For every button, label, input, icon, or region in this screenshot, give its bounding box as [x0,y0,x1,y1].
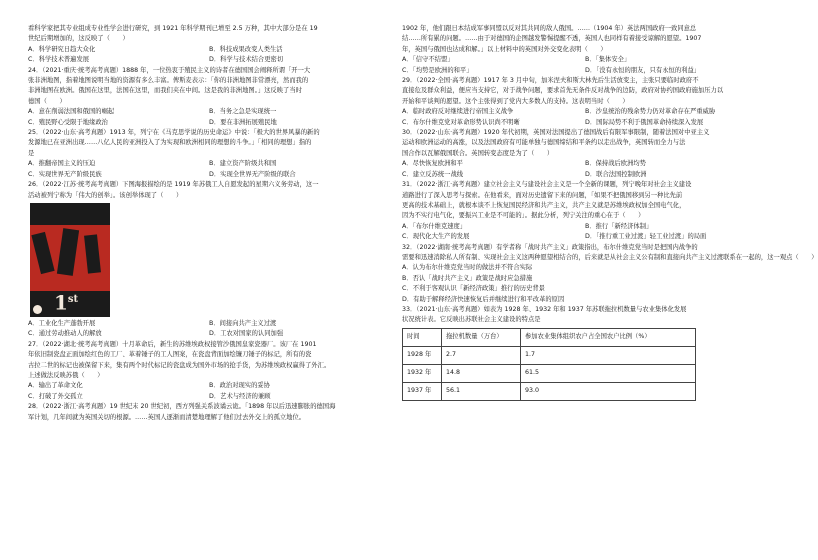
answer-options [402,159,768,169]
question-24-line: 德国（ ） [28,97,66,105]
answer-options [402,118,768,128]
question-31-line: 31．（2022·浙江·高考真题）建立社会主义与建设社会主义是一个全新的课题，列宁晚年对社会主义建设 [402,181,692,189]
question-25-line: 25．（2022·山东·高考真题）1913 年，列宁在《马克思学说的历史命运》中说：「极大的世界风暴的新的 [28,129,320,137]
answer-options [28,118,390,128]
table-cell: 56.1 [442,382,521,400]
answer-options [402,55,768,65]
option-d[interactable]: D．「推行重工业过渡」轻工业过渡」的局面 [585,233,707,241]
answer-options [28,329,390,339]
question-29-line: 29．（2022·全国·高考真题）1917 年 3 月中旬，加米涅夫和斯大林先后生活放变主，主张只要临时政府不 [402,77,699,85]
question-28-line: 军计划，几年间就为英国关切的根源。……英国人逐渐而清楚地理解了他们过去外交上的孤立地位。 [28,413,306,421]
option-b[interactable]: B．否认「战时共产主义」政策是战时应急措施 [402,274,533,282]
option-c[interactable]: C．实现世界无产阶级民族 [28,170,102,178]
worker-figure [31,232,54,274]
answer-options [28,55,390,65]
question-30-line: 运动和欧洲运动的高涨，以及法国政府有可能单独与德国缔结和平条约以走出战争，英国转而全力与法 [402,139,686,147]
table-cell: 1937 年 [403,382,442,400]
option-a[interactable]: A．意在削弱法国和俄国的崛起 [28,108,115,116]
option-c[interactable]: C．殖民野心受限于地缘政治 [28,118,108,126]
question-27-line: 上述做法反映苏俄（ ） [28,371,104,379]
option-b[interactable]: B．间接向共产主义过渡 [209,319,277,327]
answer-options [28,170,390,180]
table-row [403,382,696,400]
question-31-line: 因为不实行电气化，要振兴工业是不可能的」。据此分析，列宁关注的重心在于（ ） [402,212,645,220]
option-b[interactable]: B．「集体安全」 [585,56,631,64]
option-a[interactable]: A．推翻帝国主义的压迫 [28,160,96,168]
worker-figure [57,228,79,276]
option-b[interactable]: B．科技成果改变人类生活 [209,45,283,53]
option-d[interactable]: D．要在非洲拓展殖民地 [209,118,277,126]
question-32-line: 需要和迅速消除私人所有制、实现社会主义这两种愿望相结合的，后来就是从社会主义公有制和直接向共产主义过渡联系在一起的，这一观点（ ） [402,253,818,261]
question-33-line: 状况统计表。它反映出苏联社会主义建设的特点是 [402,316,541,324]
question-30-line: 30．（2022·山东·高考真题）1920 年代初期，英国对法国提出了德国战后有限军事限制，随着法国对中亚主义 [402,129,710,137]
option-d[interactable]: D．「没有永恒的朋友，只有永恒的利益」 [585,66,701,74]
option-b[interactable]: B．政治对现实的妥协 [209,382,270,390]
question-24-line: 24．（2021·重庆·统考高考真题）1888 年，一位热衷于殖民主义的诗者在德国国会阐释所谓「开一大 [28,66,311,74]
table-cell: 14.8 [442,364,521,382]
answer-options [402,107,768,117]
question-28-line: 结……所有累的问题。……由于对德国的企图越发警惕提醒不透，英国人也同样有着接受谅解的愿望。1907 [402,35,702,43]
question-25-line: 发源地已在亚洲出现……八亿人民的亚洲投入了为实现和欧洲相同的理想的斗争。」「相同的理想」指的 [28,139,312,147]
option-d[interactable]: D．实现全世界无产阶级的联合 [209,170,296,178]
table-row [403,346,696,364]
option-b[interactable]: B．当务之急是实现统一 [209,108,277,116]
option-d[interactable]: D．工农对国家的认同加强 [209,330,284,338]
table-cell: 61.5 [521,364,696,382]
table-cell: 93.0 [521,382,696,400]
answer-options [402,66,768,76]
table-header-cell: 拖拉机数量（万台） [442,328,521,346]
answer-options [28,319,390,329]
question-27-line: 年依旧制瓷盘正面加绘红色的工厂、革着锤子的工人图案，在瓷盘背面加绘镰刀锤子的标记，所有的瓷 [28,351,312,359]
question-26-line: 活动被列宁称为「伟大的创举」。该创举体现了（ ） [28,191,183,199]
question-27-line: 古拉二世的标记也被保留下来，集有两个时代标记的瓷盘成为国外市场的抢手货，为苏维埃政权赢得了外汇。 [28,361,331,369]
question-29-line: 开始和平谈判的愿望。这个主张得到了党内大多数人的支持。这表明当时（ ） [402,97,629,105]
answer-options [402,232,768,242]
option-c[interactable]: C．打破了外交孤立 [28,392,83,400]
option-c[interactable]: C．科学技术普遍发展 [28,56,90,64]
answer-options [28,159,390,169]
option-c[interactable]: C．布尔什维克党对革命形势认识尚不明晰 [402,118,520,126]
option-d[interactable]: D．有助于解释经济快速恢复后并继续进行和平改革的原因 [402,295,565,303]
subbotnik-poster-image [30,203,110,317]
question-31-line: 更高的技术基础上，就根本谈不上恢复国民经济和共产主义，共产主义就是苏维埃政权加全国电气化， [402,201,686,209]
question-24-line: 非洲地图在欧洲。俄国在这里，法国在这里，而我们夹在中间。这是我的非洲地图。」这反映了当时 [28,87,302,95]
option-a[interactable]: A．认为布尔什维克党当时的做法并不符合实际 [402,264,533,272]
option-c[interactable]: C．「均势是欧洲的和平」 [402,66,473,74]
question-25-line: 是 [28,149,35,157]
intro-line: 看科学家把其专业组成专业性学会进行研究，到 1921 年科学期刊已增至 2.5 万种，其中大部分是在 19 [28,25,318,32]
option-b[interactable]: B．推行「新经济体制」 [585,222,653,230]
question-33-line: 33．（2021·山东·高考真题）如表为 1928 年、1932 年和 1937 年苏联拖拉机数量与农业集体化发展 [402,305,687,313]
worker-figure [84,234,101,273]
option-c[interactable]: C．不利于客观认识「新经济政策」推行的历史背景 [402,285,545,293]
option-a[interactable]: A．输出了革命文化 [28,382,83,390]
tractor-collectivization-table [402,328,696,401]
table-cell: 1932 年 [403,364,442,382]
intro-line: 世纪后期增加的，这反映了（ ） [28,35,129,43]
question-30-line: 国合作以瓦解俄国联合。英国转变态度是为了（ ） [402,149,554,157]
question-26-line: 26．（2022·江苏·统考高考真题）下图海报描绘的是 1919 年苏俄工人自愿发起的星期六义务劳动，这一 [28,181,319,189]
option-a[interactable]: A．科学研究日趋大众化 [28,45,96,53]
question-29-line: 直接危及群众利益，便应当支持它，对于战争问题，要求首先无条件反对战争的边防，政府对协约国政府施加压力以 [402,87,724,95]
question-28-line: 28．（2022·浙江·高考真题）19 世纪末 20 世纪初，西方列强关系波谲云诡。「1898 年以后迅速膨胀的德国海 [28,403,336,411]
table-row [403,364,696,382]
option-a[interactable]: A．工业化生产蓬勃开展 [28,319,96,327]
question-31-line: 道路进行了深入思考与探索。在他看来，面对历史遗留下来的问题，「如果不把俄国移到另一种比先前 [402,191,683,199]
table-cell: 1928 年 [403,346,442,364]
table-cell: 2.7 [442,346,521,364]
right-column [402,24,818,401]
table-header-cell: 参加农业集体组织农户占全国农户比例（%） [521,328,696,346]
poster-logo-icon [33,305,42,314]
option-a[interactable]: A．尽快恢复欧洲和平 [402,160,463,168]
question-24-line: 张非洲地图，指着地图说明当地的资源有多么丰富。俾斯麦表示：「你的非洲地图非常漂亮，然而我的 [28,77,309,85]
answer-options [28,392,390,402]
answer-options [28,381,390,391]
question-28-line: 年，英国与俄国也达成和解。」以上材料中的英国对外交变化表明（ ） [402,45,607,53]
option-c[interactable]: C．现代化大生产的发展 [402,233,470,241]
option-d[interactable]: D．国际局势不利于俄国革命持续深入发展 [585,118,704,126]
option-a[interactable]: A．「布尔什维克速度」 [402,222,467,230]
option-d[interactable]: D．科学与技术结合更密切 [209,56,284,64]
answer-options [28,107,390,117]
option-b[interactable]: B．保持战后欧洲均势 [585,160,646,168]
option-d[interactable]: D．联合法国控制欧洲 [585,170,647,178]
answer-options [402,170,768,180]
option-d[interactable]: D．艺术与经济的兼顾 [209,392,271,400]
answer-options [28,45,390,55]
option-a[interactable]: A．「信守不结盟」 [402,56,454,64]
option-b[interactable]: B．建立资产阶级共和国 [209,160,277,168]
option-b[interactable]: B．沙皇统治的残余势力仍对革命存在严重威胁 [585,108,716,116]
option-a[interactable]: A．临时政府反对继续进行帝国主义战争 [402,108,514,116]
answer-options [402,222,768,232]
option-c[interactable]: C．通过劳动推动人的解放 [28,330,102,338]
question-28-line: 1902 年，他们跟日本结成军事同盟以反对其共同的敌人俄国。……（1904 年）英法两国政府一致同意总 [402,25,697,32]
left-column [28,24,390,423]
question-32-line: 32．（2022·湖南·统考高考真题）有学者称「战时共产主义」政策指出，布尔什维克党当时是把国内战争的 [402,243,698,251]
table-cell: 1.7 [521,346,696,364]
poster-banner [30,203,110,225]
poster-number: 1st [54,290,79,315]
table-header-cell: 时间 [403,328,442,346]
question-27-line: 27．（2022·湖北·统考高考真题）十月革命后，新生的苏维埃政权接管沙俄国皇家瓷器厂。该厂在 1901 [28,340,317,348]
table-header-row [403,328,696,346]
option-c[interactable]: C．建立反苏统一战线 [402,170,464,178]
